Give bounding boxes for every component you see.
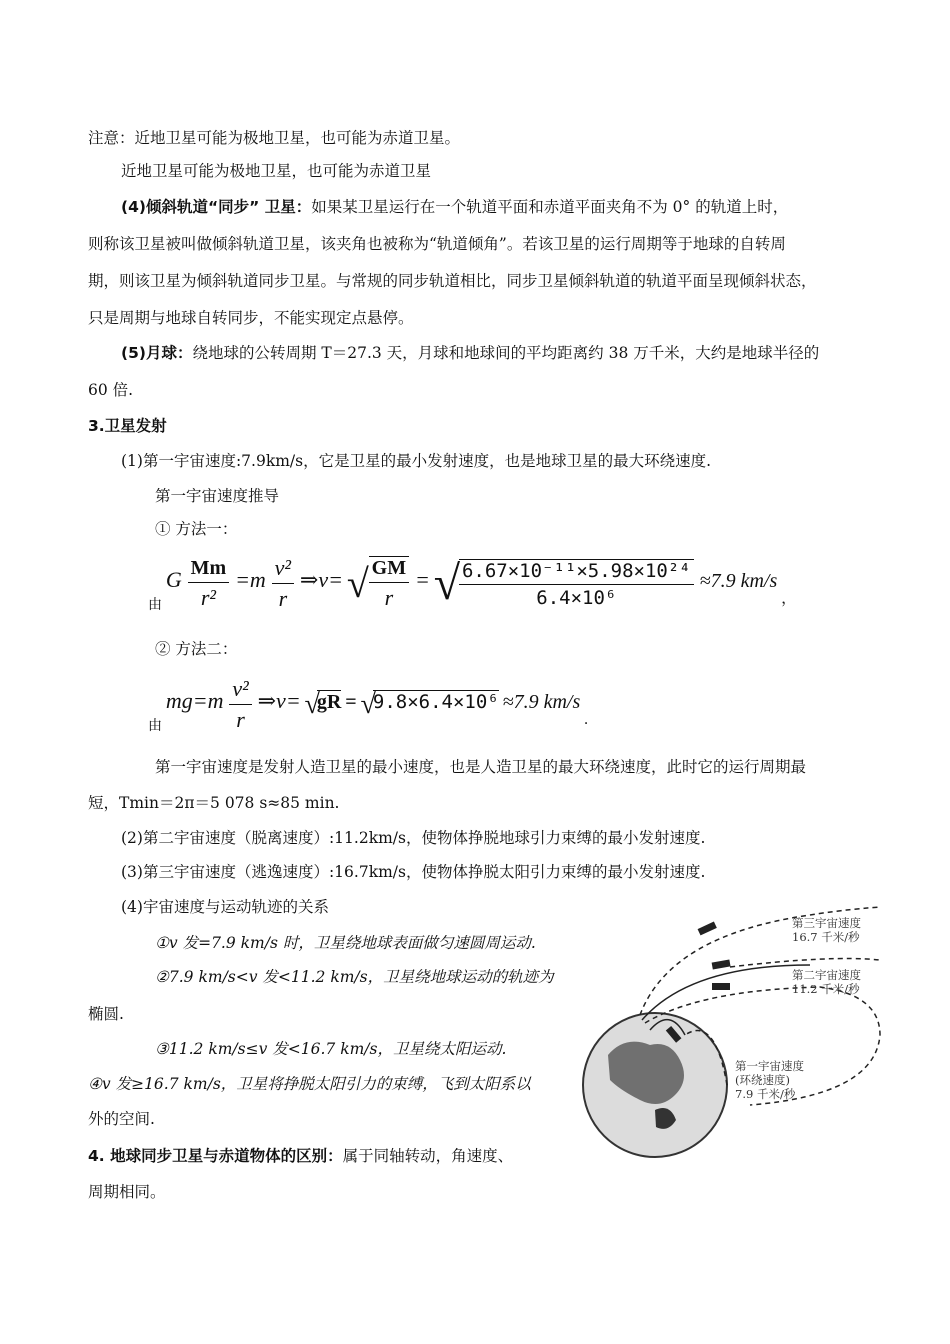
third-cosmic-velocity: (3)第三宇宙速度（逃逸速度）:16.7km/s，使物体挣脱太阳引力束缚的最小发射速度. bbox=[121, 863, 706, 881]
sync-satellite-text: 属于同轴转动，角速度、 bbox=[342, 1147, 514, 1165]
paragraph-line: 第一宇宙速度是发射人造卫星的最小速度，也是人造卫星的最大环绕速度，此时它的运行周期最 bbox=[155, 758, 807, 776]
formula-tail: . bbox=[584, 711, 589, 729]
paragraph-line: 周期相同。 bbox=[88, 1183, 166, 1201]
trajectory-third bbox=[810, 907, 880, 915]
inclined-orbit-paragraph bbox=[121, 196, 788, 218]
formula-symbol: G bbox=[165, 567, 182, 593]
fraction-numerator: v² bbox=[229, 676, 251, 705]
paragraph-line: 则称该卫星被叫做倾斜轨道卫星，该夹角也被称为“轨道倾角”。若该卫星的运行周期等于地球的自转周 bbox=[88, 235, 786, 253]
formula-symbol: =m bbox=[235, 567, 266, 593]
formula-prefix: 由 bbox=[148, 719, 162, 735]
sqrt-sign: √ bbox=[346, 560, 369, 606]
fraction-numerator: GM bbox=[369, 557, 409, 583]
trajectory-item-3: ③11.2 km/s≤v 发<16.7 km/s，卫星绕太阳运动. bbox=[155, 1040, 507, 1058]
paragraph-line: 60 倍. bbox=[88, 381, 134, 399]
fraction bbox=[459, 559, 694, 609]
formula-method-one bbox=[148, 555, 797, 625]
first-velocity-value: 7.9 千米/秒 bbox=[735, 1087, 796, 1101]
formula-symbol: = bbox=[414, 567, 430, 593]
second-velocity-label: 第二宇宙速度 bbox=[792, 968, 861, 982]
method-one-label: ① 方法一： bbox=[155, 520, 238, 538]
formula-result: ≈7.9 km/s bbox=[502, 691, 581, 714]
rocket-icon bbox=[698, 921, 717, 935]
third-velocity-label: 第三宇宙速度 bbox=[792, 916, 861, 930]
moon-paragraph bbox=[121, 342, 819, 364]
second-velocity-value: 11.2 千米/秒 bbox=[792, 982, 860, 996]
moon-heading: (5)月球： bbox=[121, 344, 193, 362]
fraction-denominator: r bbox=[384, 585, 394, 610]
formula-symbol: = bbox=[345, 691, 357, 714]
inclined-orbit-heading: (4)倾斜轨道“同步” 卫星： bbox=[121, 198, 312, 216]
first-velocity-subtitle: (环绕速度) bbox=[735, 1073, 790, 1087]
paragraph-line: 期，则该卫星为倾斜轨道同步卫星。与常规的同步轨道相比，同步卫星倾斜轨道的轨道平面呈现倾斜状态， bbox=[88, 272, 817, 290]
sqrt-sign: √ bbox=[433, 556, 461, 610]
fraction bbox=[369, 556, 409, 611]
formula-result: ≈7.9 km/s bbox=[699, 570, 778, 593]
rocket-icon bbox=[712, 983, 730, 990]
third-velocity-value: 16.7 千米/秒 bbox=[792, 930, 860, 944]
paragraph-line: 外的空间. bbox=[88, 1110, 155, 1128]
formula-tail: ， bbox=[781, 590, 797, 608]
sqrt-content: 9.8×6.4×10⁶ bbox=[372, 691, 499, 714]
fraction bbox=[229, 676, 251, 733]
fraction-numerator: v² bbox=[272, 555, 294, 584]
sync-satellite-heading: 4. 地球同步卫星与赤道物体的区别： bbox=[88, 1147, 343, 1165]
section-heading-launch: 3.卫星发射 bbox=[88, 417, 167, 435]
formula-symbol: mg=m bbox=[165, 688, 224, 714]
trajectory-item-1: ①v 发=7.9 km/s 时，卫星绕地球表面做匀速圆周运动. bbox=[155, 934, 536, 952]
method-two-label: ② 方法二： bbox=[155, 640, 238, 658]
formula-symbol: ⇒v= bbox=[257, 688, 301, 714]
paragraph-line: 只是周期与地球自转同步，不能实现定点悬停。 bbox=[88, 309, 414, 327]
fraction-numerator: 6.67×10⁻¹¹×5.98×10²⁴ bbox=[459, 560, 694, 585]
fraction-denominator: r² bbox=[200, 584, 216, 610]
sqrt-sign: √ bbox=[360, 688, 376, 720]
fraction-denominator: 6.4×10⁶ bbox=[536, 586, 617, 609]
paragraph-line: 短，Tmin＝2π＝5 078 s≈85 min. bbox=[88, 794, 340, 812]
trajectory-second bbox=[642, 965, 810, 1020]
fraction bbox=[272, 555, 294, 612]
note-line: 注意：近地卫星可能为极地卫星，也可能为赤道卫星。 bbox=[88, 129, 461, 147]
fraction bbox=[188, 557, 230, 611]
paragraph-line: 椭圆. bbox=[88, 1005, 124, 1023]
trajectory-item-2: ②7.9 km/s<v 发<11.2 km/s，卫星绕地球运动的轨迹为 bbox=[155, 968, 554, 986]
inclined-orbit-text: 如果某卫星运行在一个轨道平面和赤道平面夹角不为 0° 的轨道上时， bbox=[311, 198, 789, 216]
sync-satellite-paragraph bbox=[88, 1145, 513, 1167]
second-cosmic-velocity: (2)第二宇宙速度（脱离速度）:11.2km/s，使物体挣脱地球引力束缚的最小发射速度. bbox=[121, 829, 706, 847]
fraction-numerator: Mm bbox=[188, 557, 230, 583]
formula-symbol: ⇒v= bbox=[299, 567, 343, 593]
sqrt-sign: √ bbox=[304, 688, 320, 720]
first-cosmic-velocity: (1)第一宇宙速度:7.9km/s，它是卫星的最小发射速度，也是地球卫星的最大环绕速度. bbox=[121, 452, 712, 470]
rocket-icon bbox=[712, 959, 731, 969]
sqrt-content: gR bbox=[316, 691, 342, 714]
fraction-denominator: r bbox=[278, 586, 288, 611]
note-line-2: 近地卫星可能为极地卫星，也可能为赤道卫星 bbox=[121, 162, 432, 180]
moon-text: 绕地球的公转周期 T＝27.3 天，月球和地球间的平均距离约 38 万千米，大约是地球半径的 bbox=[192, 344, 820, 362]
formula-method-two bbox=[148, 676, 588, 738]
first-velocity-label: 第一宇宙速度 bbox=[735, 1059, 804, 1073]
fraction-denominator: r bbox=[236, 707, 245, 732]
cosmic-velocity-diagram bbox=[580, 895, 890, 1160]
trajectory-item-4: ④v 发≥16.7 km/s，卫星将挣脱太阳引力的束缚，飞到太阳系以 bbox=[88, 1075, 531, 1093]
formula-prefix: 由 bbox=[148, 598, 162, 614]
trajectory-relation-title: (4)宇宙速度与运动轨迹的关系 bbox=[121, 898, 329, 916]
derivation-title: 第一宇宙速度推导 bbox=[155, 487, 280, 505]
